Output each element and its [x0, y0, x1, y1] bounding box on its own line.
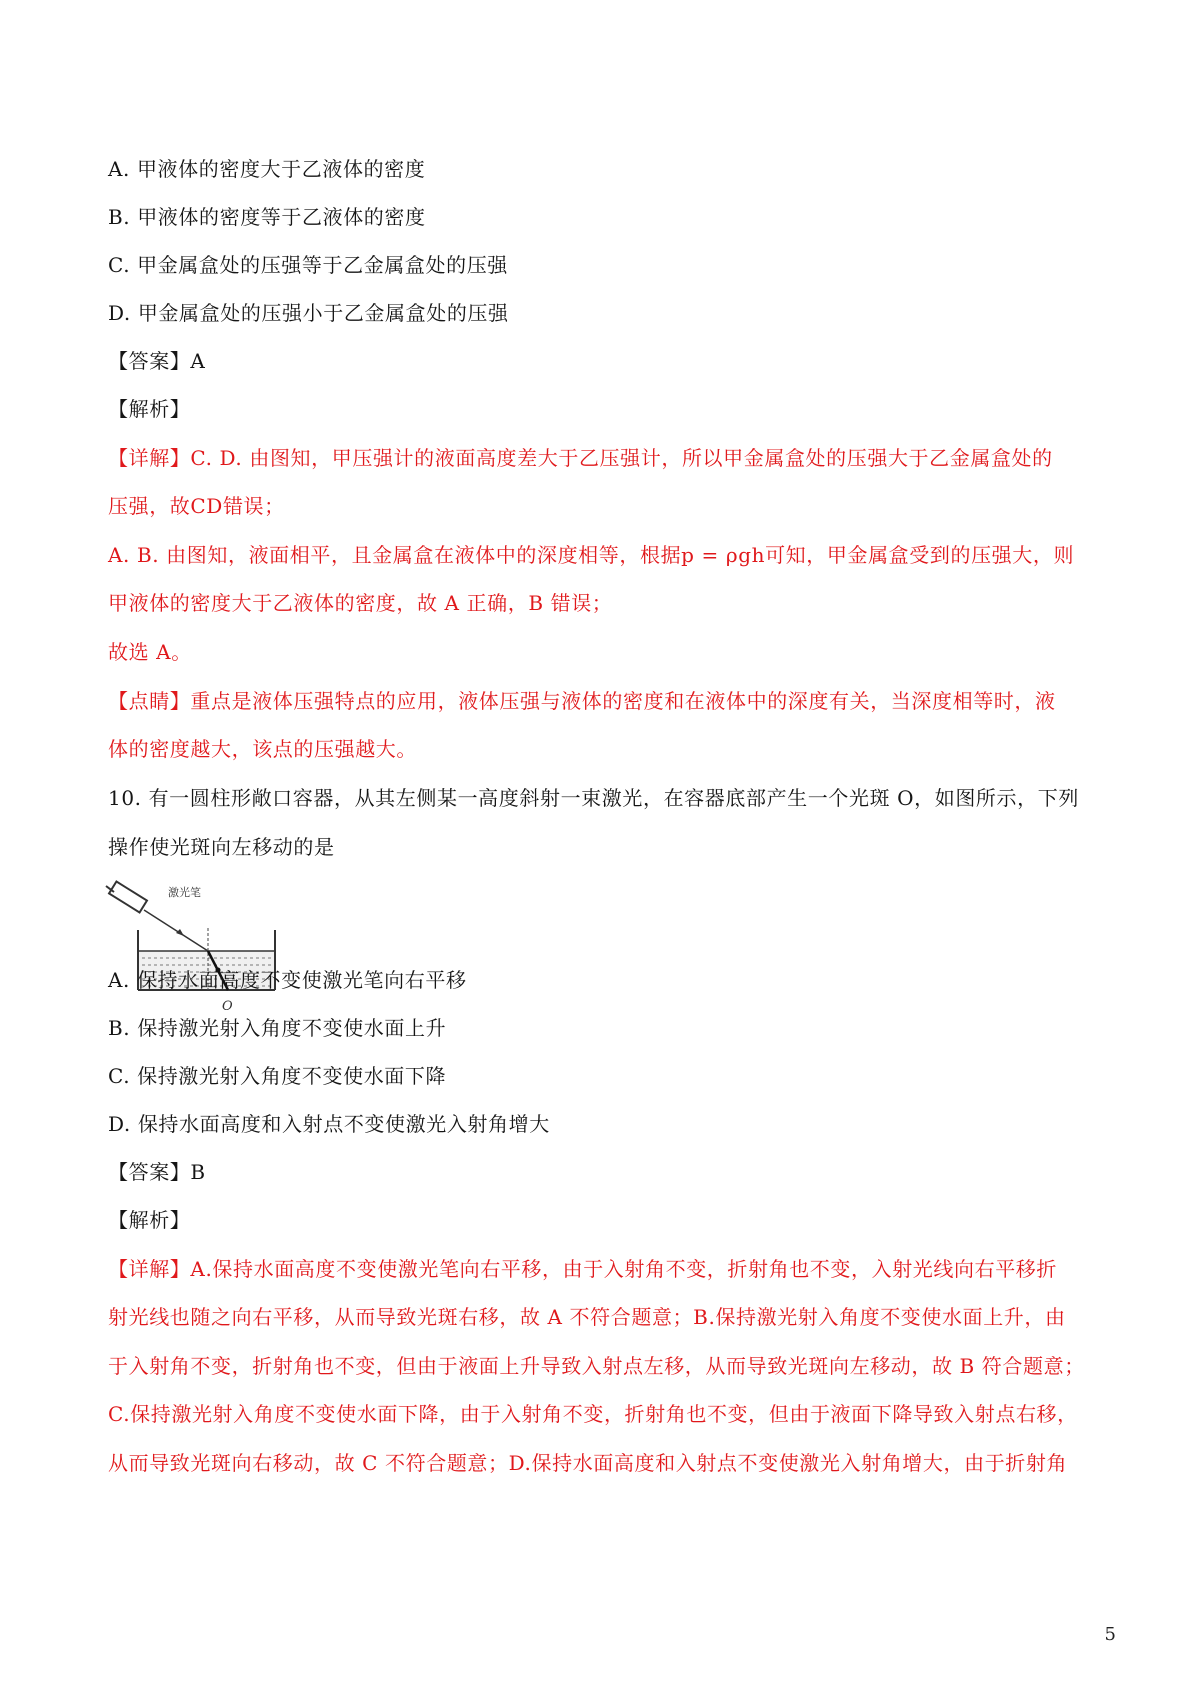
- q9-tip-line-2: 体的密度越大，该点的压强越大。: [108, 737, 417, 761]
- q9-detail-line-5: 故选 A。: [108, 640, 192, 664]
- q10-stem-line-1: 10. 有一圆柱形敞口容器，从其左侧某一高度斜射一束激光，在容器底部产生一个光斑 O，如图所示，下列: [108, 786, 1079, 810]
- laser-pen-icon: [106, 882, 147, 913]
- q9-answer: 【答案】A: [108, 349, 206, 373]
- q9-option-a: A. 甲液体的密度大于乙液体的密度: [108, 157, 426, 181]
- q9-detail-line-2: 压强，故CD错误；: [108, 494, 285, 518]
- q10-option-b: B. 保持激光射入角度不变使水面上升: [108, 1016, 447, 1040]
- q9-option-b: B. 甲液体的密度等于乙液体的密度: [108, 205, 426, 229]
- q9-tip-line-1: 【点睛】重点是液体压强特点的应用，液体压强与液体的密度和在液体中的深度有关，当深度相等时，液: [108, 689, 1056, 713]
- q10-detail-line-4: C.保持激光射入角度不变使水面下降，由于入射角不变，折射角也不变，但由于液面下降导致入射点右移，: [108, 1402, 1078, 1426]
- page-number: 5: [1104, 1624, 1116, 1645]
- q9-detail-line-3: A. B. 由图知，液面相平，且金属盒在液体中的深度相等，根据p = ρgh可知，甲金属盒受到的压强大，则: [108, 543, 1075, 567]
- q10-option-a: A. 保持水面高度不变使激光笔向右平移: [108, 968, 467, 992]
- q9-option-c: C. 甲金属盒处的压强等于乙金属盒处的压强: [108, 253, 508, 277]
- q9-detail-line-1: 【详解】C. D. 由图知，甲压强计的液面高度差大于乙压强计，所以甲金属盒处的压强大于乙金属盒处的: [108, 446, 1053, 470]
- q9-analysis: 【解析】: [108, 397, 191, 421]
- laser-pen-label: 激光笔: [168, 886, 201, 899]
- spot-label: O: [222, 999, 233, 1014]
- incident-ray: [144, 910, 208, 951]
- q10-detail-line-3: 于入射角不变，折射角也不变，但由于液面上升导致入射点左移，从而导致光斑向左移动，故 B 符合题意；: [108, 1354, 1085, 1378]
- q10-detail-line-2: 射光线也随之向右平移，从而导致光斑右移，故 A 不符合题意；B.保持激光射入角度不变使水面上升，由: [108, 1305, 1066, 1329]
- q10-answer: 【答案】B: [108, 1160, 206, 1184]
- q10-analysis: 【解析】: [108, 1208, 191, 1232]
- q9-detail-line-4: 甲液体的密度大于乙液体的密度，故 A 正确，B 错误；: [108, 591, 613, 615]
- q10-option-c: C. 保持激光射入角度不变使水面下降: [108, 1064, 447, 1088]
- q10-detail-line-1: 【详解】A.保持水面高度不变使激光笔向右平移，由于入射角不变，折射角也不变，入射光线向右平移折: [108, 1257, 1057, 1281]
- laser-container-figure: [100, 878, 290, 1018]
- q10-stem-line-2: 操作使光斑向左移动的是: [108, 835, 335, 859]
- q10-detail-line-5: 从而导致光斑向右移动，故 C 不符合题意；D.保持水面高度和入射点不变使激光入射角增大，由于折射角: [108, 1451, 1068, 1475]
- q9-option-d: D. 甲金属盒处的压强小于乙金属盒处的压强: [108, 301, 509, 325]
- q10-option-d: D. 保持水面高度和入射点不变使激光入射角增大: [108, 1112, 550, 1136]
